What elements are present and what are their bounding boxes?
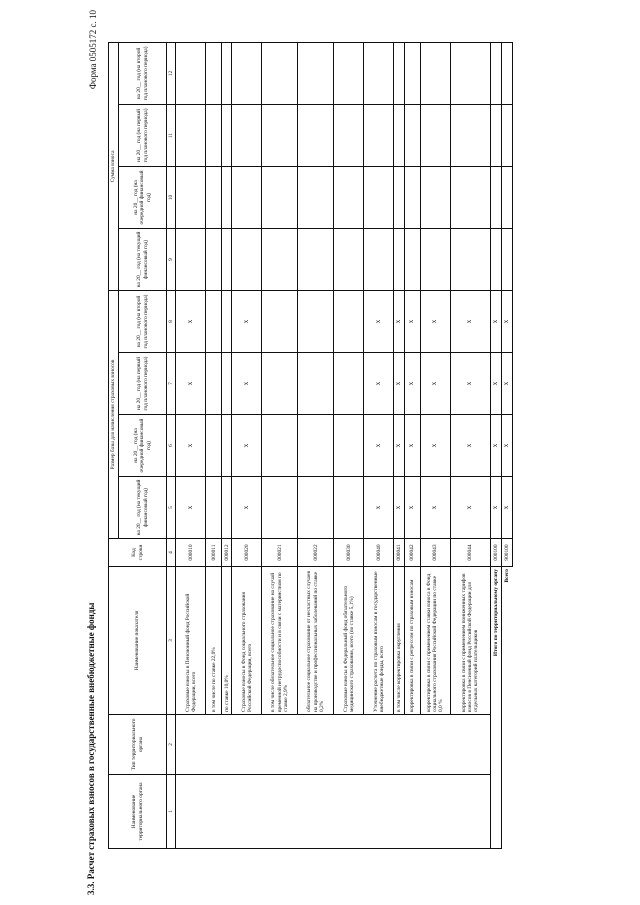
document-sheet <box>80 0 640 905</box>
header-org-type: Тип территориального органа <box>109 715 167 775</box>
base-mark-cell: x <box>420 290 450 352</box>
base-mark-cell: x <box>450 290 490 352</box>
subtotal-mark-cell: x <box>490 353 501 415</box>
base-mark-cell: x <box>404 477 420 539</box>
total-sum-cell <box>501 104 512 166</box>
sum-value-cell <box>334 166 364 228</box>
base-mark-cell: x <box>394 290 405 352</box>
base-mark-cell <box>298 415 334 477</box>
base-mark-cell: x <box>394 477 405 539</box>
row-code: 000021 <box>262 539 298 567</box>
sum-value-cell <box>420 228 450 290</box>
base-mark-cell: x <box>404 415 420 477</box>
sum-value-cell <box>364 42 394 104</box>
subtotal-sum-cell <box>490 228 501 290</box>
base-mark-cell <box>222 353 232 415</box>
header-sum-group: Сумма взноса <box>109 42 119 290</box>
header-sum-plan1: на 20__ год (на первый год планового периода) <box>119 104 167 166</box>
sum-value-cell <box>334 228 364 290</box>
subtotal-sum-cell <box>490 104 501 166</box>
sum-value-cell <box>450 228 490 290</box>
total-sum-cell <box>501 166 512 228</box>
sum-value-cell <box>176 42 206 104</box>
sum-value-cell <box>394 166 405 228</box>
base-mark-cell: x <box>404 290 420 352</box>
indicator-label: в том числе обязательное социальное страхование на случай временной нетрудоспособности и в связи с материнством по ставке 2,9% <box>262 567 298 715</box>
sum-value-cell <box>206 42 222 104</box>
total-mark-cell: x <box>501 415 512 477</box>
column-number: 6 <box>167 415 176 477</box>
base-mark-cell: x <box>176 353 206 415</box>
column-number: 7 <box>167 353 176 415</box>
base-mark-cell: x <box>232 290 262 352</box>
header-sum-plan2: на 20__ год (на второй год планового периода) <box>119 42 167 104</box>
subtotal-mark-cell: x <box>490 415 501 477</box>
header-row-code: Код строки <box>109 539 167 567</box>
column-number: 11 <box>167 104 176 166</box>
total-sum-cell <box>501 228 512 290</box>
column-number: 5 <box>167 477 176 539</box>
subtotal-sum-cell <box>490 42 501 104</box>
sum-value-cell <box>262 166 298 228</box>
base-mark-cell <box>222 415 232 477</box>
base-mark-cell <box>262 353 298 415</box>
base-mark-cell <box>206 477 222 539</box>
sum-value-cell <box>206 228 222 290</box>
row-code: 000010 <box>176 539 206 567</box>
sum-value-cell <box>232 228 262 290</box>
row-code: 000040 <box>364 539 394 567</box>
column-number: 8 <box>167 290 176 352</box>
base-mark-cell <box>262 290 298 352</box>
indicator-label: в том числе корректировка округления <box>394 567 405 715</box>
indicator-label: корректировка в связи с применением пониженных тарифов взносов в Пенсионный фонд Российской Федерации для отдельных категорий плательщиков <box>450 567 490 715</box>
sum-value-cell <box>298 166 334 228</box>
org-name-cell <box>176 775 491 849</box>
contributions-table <box>108 42 513 849</box>
base-mark-cell <box>334 415 364 477</box>
indicator-label: обязательное социальное страхование от несчастных случаев на производстве и профессиональных заболеваний по ставке 0,2% <box>298 567 334 715</box>
indicator-label: корректировка в связи с применением ставки взноса в Фонд социального страхования Российской Федерации по ставке 0,0 % <box>420 567 450 715</box>
subtotal-label: Итого по территориальному органу <box>490 567 501 775</box>
header-indicator: Наименование показателя <box>109 567 167 715</box>
header-base-group: Размер базы для начисления страховых взносов <box>109 290 119 538</box>
sum-value-cell <box>232 104 262 166</box>
sum-value-cell <box>450 166 490 228</box>
sum-value-cell <box>262 42 298 104</box>
indicator-label: по ставке 10,0% <box>222 567 232 715</box>
sum-value-cell <box>262 228 298 290</box>
section-title: 3.3. Расчет страховых взносов в государственные внебюджетные фонды <box>86 602 96 895</box>
base-mark-cell <box>206 353 222 415</box>
column-number: 3 <box>167 567 176 715</box>
sum-value-cell <box>394 42 405 104</box>
column-number: 4 <box>167 539 176 567</box>
subtotal-sum-cell <box>490 166 501 228</box>
base-mark-cell: x <box>420 353 450 415</box>
total-mark-cell: x <box>501 290 512 352</box>
sum-value-cell <box>232 42 262 104</box>
indicator-label: Страховые взносы в Пенсионный фонд Российской Федерации, всего <box>176 567 206 715</box>
column-number: 12 <box>167 42 176 104</box>
base-mark-cell <box>298 353 334 415</box>
base-mark-cell: x <box>364 415 394 477</box>
sum-value-cell <box>206 166 222 228</box>
base-mark-cell <box>262 415 298 477</box>
sum-value-cell <box>262 104 298 166</box>
base-mark-cell: x <box>420 477 450 539</box>
base-mark-cell <box>222 477 232 539</box>
sum-value-cell <box>364 104 394 166</box>
row-code: 000012 <box>222 539 232 567</box>
header-sum-next: на 20__ год (на очередной финансовый год) <box>119 166 167 228</box>
base-mark-cell: x <box>450 477 490 539</box>
total-row <box>501 42 512 848</box>
sum-value-cell <box>298 42 334 104</box>
table-row <box>176 42 206 848</box>
column-number: 1 <box>167 775 176 849</box>
base-mark-cell: x <box>450 353 490 415</box>
base-mark-cell: x <box>232 415 262 477</box>
sum-value-cell <box>404 228 420 290</box>
base-mark-cell: x <box>420 415 450 477</box>
indicator-label: Страховые взносы в Фонд социального страхования Российской Федерации, всего <box>232 567 262 715</box>
base-mark-cell <box>334 477 364 539</box>
total-label: Всего <box>503 569 510 583</box>
sum-value-cell <box>298 228 334 290</box>
total-mark-cell: x <box>501 353 512 415</box>
row-code: 000041 <box>394 539 405 567</box>
total-sum-cell <box>501 42 512 104</box>
base-mark-cell: x <box>176 415 206 477</box>
indicator-label: в том числе по ставке 22,0% <box>206 567 222 715</box>
header-org-name: Наименование территориального органа <box>109 775 167 849</box>
sum-value-cell <box>450 104 490 166</box>
row-code: 000011 <box>206 539 222 567</box>
header-base-plan2: на 20__ год (на второй год планового периода) <box>119 290 167 352</box>
total-mark-cell: x <box>501 477 512 539</box>
sum-value-cell <box>394 104 405 166</box>
sum-value-cell <box>394 228 405 290</box>
sum-value-cell <box>334 42 364 104</box>
table-body <box>176 42 512 848</box>
row-code: 000022 <box>298 539 334 567</box>
sum-value-cell <box>364 228 394 290</box>
row-code: 000044 <box>450 539 490 567</box>
subtotal-mark-cell: x <box>490 290 501 352</box>
org-type-cell <box>176 715 491 775</box>
base-mark-cell <box>222 290 232 352</box>
header-base-plan1: на 20__ год (на первый год планового периода) <box>119 353 167 415</box>
sum-value-cell <box>420 166 450 228</box>
sum-value-cell <box>206 104 222 166</box>
base-mark-cell: x <box>176 290 206 352</box>
sum-value-cell <box>176 104 206 166</box>
sum-value-cell <box>364 166 394 228</box>
base-mark-cell <box>298 477 334 539</box>
base-mark-cell: x <box>364 290 394 352</box>
base-mark-cell <box>206 290 222 352</box>
sum-value-cell <box>404 104 420 166</box>
column-number: 10 <box>167 166 176 228</box>
base-mark-cell <box>262 477 298 539</box>
base-mark-cell: x <box>404 353 420 415</box>
sum-value-cell <box>222 42 232 104</box>
row-code: 000042 <box>404 539 420 567</box>
row-code: 000043 <box>420 539 450 567</box>
base-mark-cell <box>298 290 334 352</box>
sum-value-cell <box>450 42 490 104</box>
sum-value-cell <box>222 104 232 166</box>
subtotal-mark-cell: x <box>490 477 501 539</box>
base-mark-cell: x <box>394 353 405 415</box>
sum-value-cell <box>334 104 364 166</box>
sum-value-cell <box>420 42 450 104</box>
sum-value-cell <box>176 228 206 290</box>
header-sum-current: на 20__ год (на текущий финансовый год) <box>119 228 167 290</box>
base-mark-cell: x <box>364 477 394 539</box>
subtotal-row <box>490 42 501 848</box>
subtotal-blank <box>490 775 501 849</box>
sum-value-cell <box>222 228 232 290</box>
base-mark-cell: x <box>232 353 262 415</box>
row-code: 000020 <box>232 539 262 567</box>
base-mark-cell <box>334 290 364 352</box>
sum-value-cell <box>232 166 262 228</box>
header-base-current: на 20__ год (на текущий финансовый год) <box>119 477 167 539</box>
subtotal-code: 000100 <box>490 539 501 567</box>
base-mark-cell: x <box>394 415 405 477</box>
base-mark-cell: x <box>450 415 490 477</box>
sum-value-cell <box>176 166 206 228</box>
indicator-label: корректировка в связи с регрессом по страховым взносам <box>404 567 420 715</box>
sum-value-cell <box>222 166 232 228</box>
base-mark-cell <box>206 415 222 477</box>
sum-value-cell <box>420 104 450 166</box>
base-mark-cell: x <box>176 477 206 539</box>
sum-value-cell <box>298 104 334 166</box>
indicator-label: Уточнение расчета по страховым взносам в государственные внебюджетные фонды, всего <box>364 567 394 715</box>
base-mark-cell: x <box>364 353 394 415</box>
sum-value-cell <box>404 166 420 228</box>
base-mark-cell <box>334 353 364 415</box>
sum-value-cell <box>404 42 420 104</box>
column-number: 2 <box>167 715 176 775</box>
column-number: 9 <box>167 228 176 290</box>
total-code: 900100 <box>501 539 512 567</box>
header-base-next: на 20__ год (на очередной финансовый год) <box>119 415 167 477</box>
base-mark-cell: x <box>232 477 262 539</box>
indicator-label: Страховые взносы в Федеральный фонд обязательного медицинского страхования, всего (по ставке 5,1%) <box>334 567 364 715</box>
form-code: Форма 0505172 с. 10 <box>88 10 98 90</box>
row-code: 000030 <box>334 539 364 567</box>
